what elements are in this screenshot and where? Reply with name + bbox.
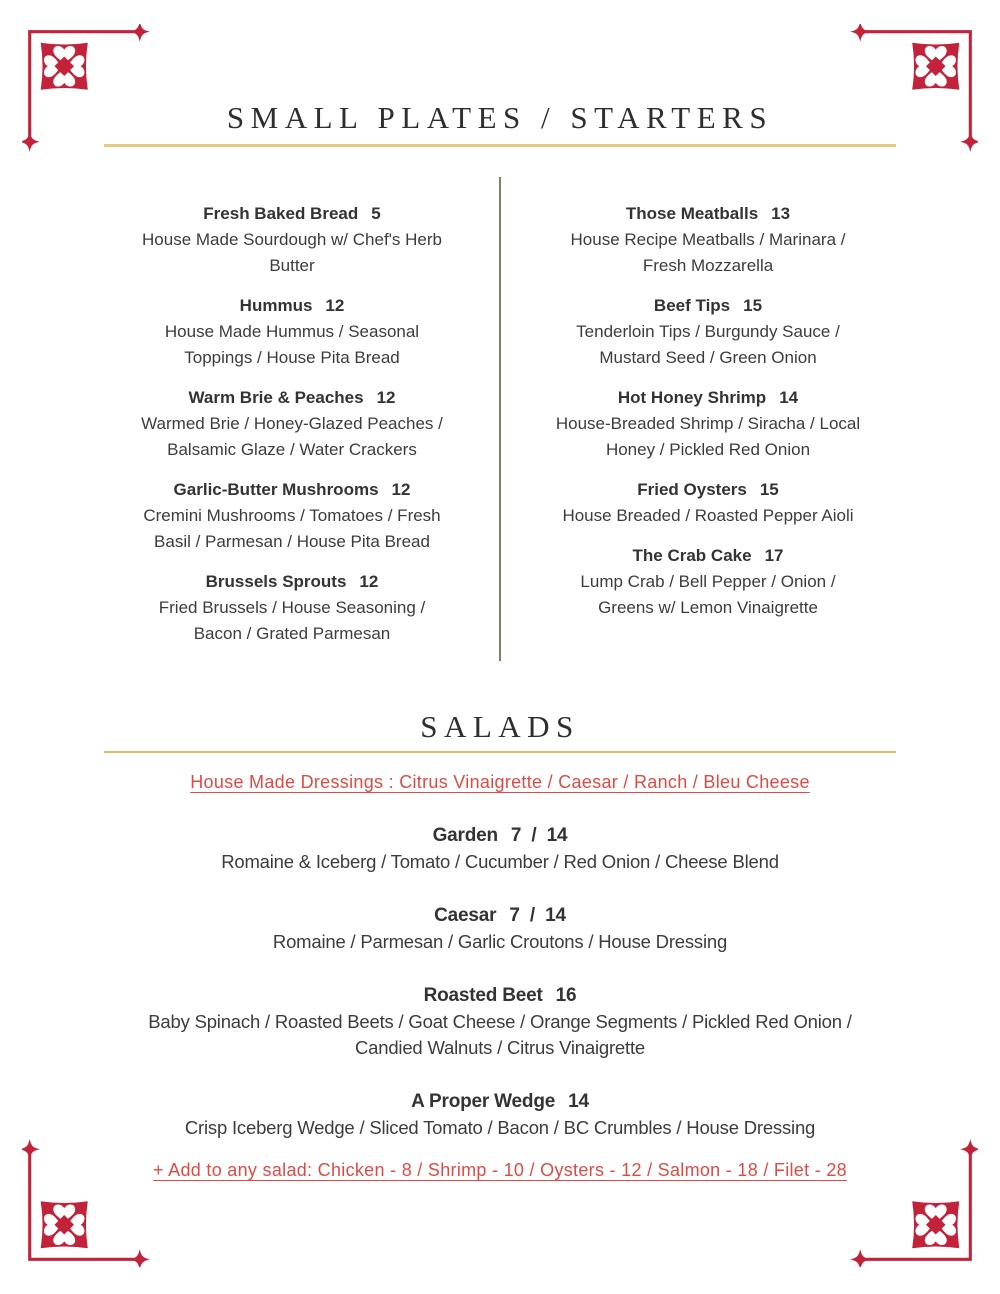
item-price: 7 / 14 <box>510 825 568 846</box>
menu-item-caesar-salad <box>0 903 1000 955</box>
item-name: Warm Brie & Peaches <box>188 388 364 407</box>
item-price: 12 <box>325 296 345 315</box>
starters-section-title: SMALL PLATES / STARTERS <box>226 100 774 135</box>
item-desc-line: Romaine / Parmesan / Garlic Croutons / House Dressing <box>272 931 728 952</box>
item-desc-line: Romaine & Iceberg / Tomato / Cucumber / Red Onion / Cheese Blend <box>221 851 779 872</box>
item-desc-line: Honey / Pickled Red Onion <box>605 440 811 459</box>
item-price: 12 <box>391 480 411 499</box>
item-desc-line: Baby Spinach / Roasted Beets / Goat Cheese / Orange Segments / Pickled Red Onion / <box>148 1011 852 1032</box>
dressings-note: House Made Dressings : Citrus Vinaigrette / Caesar / Ranch / Bleu Cheese <box>190 772 810 792</box>
item-desc-line: House Made Hummus / Seasonal <box>164 322 420 341</box>
item-desc-line: Balsamic Glaze / Water Crackers <box>167 440 417 459</box>
menu-item-hot-honey-shrimp <box>501 385 915 463</box>
item-name: Caesar <box>434 905 497 926</box>
item-price: 12 <box>359 572 379 591</box>
item-price: 15 <box>743 296 763 315</box>
menu-item-those-meatballs <box>501 201 915 279</box>
salads-section-title: SALADS <box>420 709 580 744</box>
gold-rule-starters <box>104 144 896 147</box>
item-name: Roasted Beet <box>423 985 543 1006</box>
item-price: 17 <box>764 546 784 565</box>
starters-left-column <box>85 177 499 661</box>
item-desc-line: House Made Sourdough w/ Chef's Herb <box>142 230 442 249</box>
item-price: 16 <box>555 985 577 1006</box>
item-name: Hot Honey Shrimp <box>617 388 767 407</box>
item-price: 7 / 14 <box>509 905 566 926</box>
item-name: Fresh Baked Bread <box>203 204 359 223</box>
menu-item-the-crab-cake <box>501 543 915 621</box>
item-desc-line: Basil / Parmesan / House Pita Bread <box>154 532 430 551</box>
item-desc-line: Tenderloin Tips / Burgundy Sauce / <box>576 322 840 341</box>
item-desc-line: House Breaded / Roasted Pepper Aioli <box>562 506 854 525</box>
menu-item-beef-tips <box>501 293 915 371</box>
menu-item-fresh-baked-bread <box>85 201 499 279</box>
item-name: Garden <box>432 825 498 846</box>
item-name: Beef Tips <box>653 296 731 315</box>
salads-section <box>0 709 1000 1183</box>
starters-right-column <box>501 177 915 661</box>
item-desc-line: Bacon / Grated Parmesan <box>193 624 391 643</box>
menu-item-garden-salad <box>0 823 1000 875</box>
item-desc-line: Toppings / House Pita Bread <box>184 348 400 367</box>
item-desc-line: Crisp Iceberg Wedge / Sliced Tomato / Bacon / BC Crumbles / House Dressing <box>184 1117 816 1138</box>
item-name: The Crab Cake <box>632 546 752 565</box>
gold-rule-salads <box>104 751 896 753</box>
menu-item-hummus <box>85 293 499 371</box>
item-price: 14 <box>568 1091 589 1112</box>
starters-columns <box>85 177 915 661</box>
item-desc-line: Fried Brussels / House Seasoning / <box>158 598 426 617</box>
item-price: 14 <box>779 388 799 407</box>
item-desc-line: Lump Crab / Bell Pepper / Onion / <box>580 572 836 591</box>
menu-item-garlic-butter-mushrooms <box>85 477 499 555</box>
menu-item-warm-brie-peaches <box>85 385 499 463</box>
menu-item-brussels-sprouts <box>85 569 499 647</box>
item-desc-line: Fresh Mozzarella <box>642 256 774 275</box>
item-price: 12 <box>376 388 396 407</box>
item-desc-line: House Recipe Meatballs / Marinara / <box>570 230 846 249</box>
item-desc-line: Butter <box>269 256 315 275</box>
item-desc-line: House-Breaded Shrimp / Siracha / Local <box>555 414 861 433</box>
item-name: Garlic-Butter Mushrooms <box>173 480 379 499</box>
item-name: Brussels Sprouts <box>205 572 347 591</box>
salad-addons-note: + Add to any salad: Chicken - 8 / Shrimp - 10 / Oysters - 12 / Salmon - 18 / Filet - 28 <box>153 1160 847 1180</box>
item-desc-line: Mustard Seed / Green Onion <box>599 348 817 367</box>
item-name: Fried Oysters <box>637 480 747 499</box>
menu-item-a-proper-wedge <box>0 1089 1000 1141</box>
item-name: Hummus <box>239 296 313 315</box>
menu-item-roasted-beet-salad <box>0 983 1000 1061</box>
item-desc-line: Cremini Mushrooms / Tomatoes / Fresh <box>143 506 441 525</box>
item-name: A Proper Wedge <box>411 1091 556 1112</box>
item-price: 15 <box>759 480 779 499</box>
item-price: 13 <box>771 204 791 223</box>
item-desc-line: Greens w/ Lemon Vinaigrette <box>598 598 818 617</box>
menu-item-fried-oysters <box>501 477 915 529</box>
item-desc-line: Candied Walnuts / Citrus Vinaigrette <box>355 1037 645 1058</box>
item-desc-line: Warmed Brie / Honey-Glazed Peaches / <box>141 414 443 433</box>
item-name: Those Meatballs <box>625 204 759 223</box>
item-price: 5 <box>371 204 381 223</box>
